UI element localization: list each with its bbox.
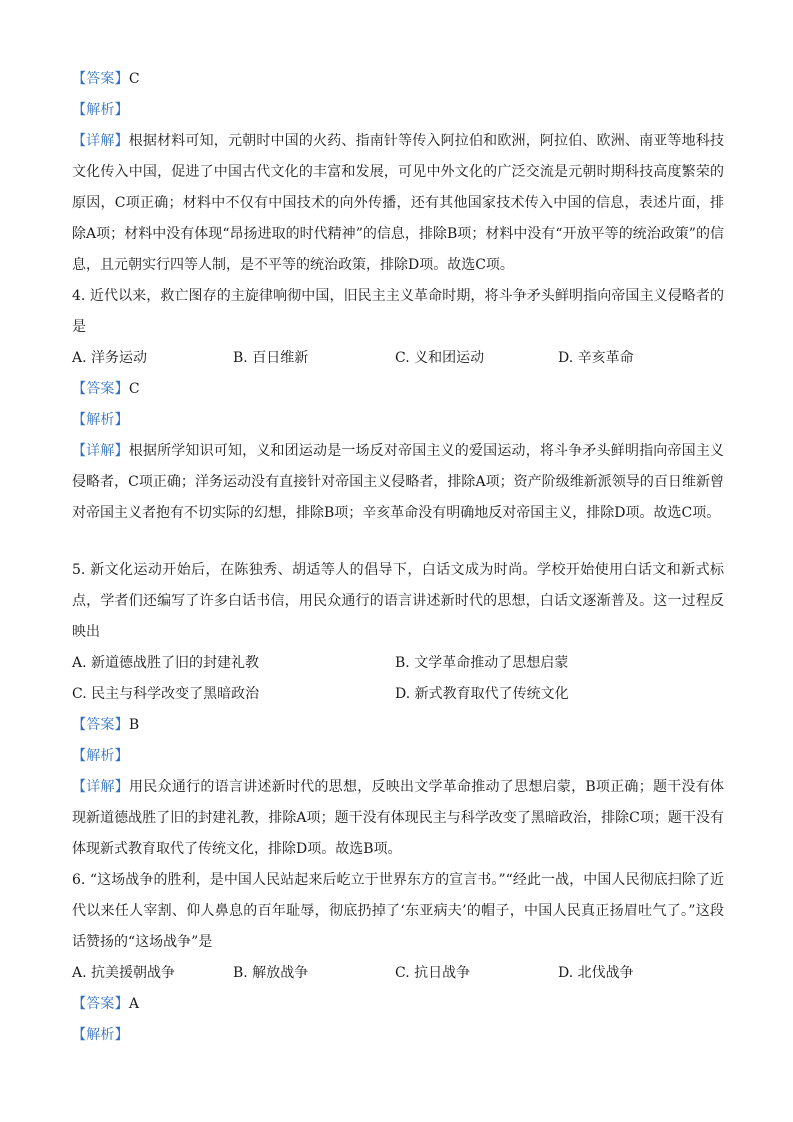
detail-label: 【详解】 xyxy=(72,133,129,149)
analysis-label: 【解析】 xyxy=(72,102,129,118)
answer-label: 【答案】 xyxy=(72,71,129,87)
document-page xyxy=(72,64,724,1051)
q5-option-b: B. 文学革命推动了思想启蒙 xyxy=(395,655,569,671)
q6-answer: A xyxy=(128,996,140,1012)
answer-label: 【答案】 xyxy=(72,381,129,397)
q5-option-d: D. 新式教育取代了传统文化 xyxy=(395,686,569,702)
q3-answer: C xyxy=(128,71,140,87)
q3-analysis-line xyxy=(72,95,724,126)
q4-option-a: A. 洋务运动 xyxy=(72,350,148,366)
q6-stem: 6. “这场战争的胜利，是中国人民站起来后屹立于世界东方的宣言书。”“经此一战，中国人民彻底扫除了近代以来任人宰割、仰人鼻息的百年耻辱，彻底扔掉了‘东亚病夫’的帽子，中国人民真正扬眉吐气了。”这段话赞扬的“这场战争”是 xyxy=(72,872,724,950)
q4-option-d: D. 辛亥革命 xyxy=(558,350,634,366)
q4-stem: 4. 近代以来，救亡图存的主旋律响彻中国，旧民主主义革命时期，将斗争矛头鲜明指向帝国主义侵略者的是 xyxy=(72,288,724,335)
answer-label: 【答案】 xyxy=(72,996,129,1012)
q5-answer-line xyxy=(72,710,724,741)
q6-option-c: C. 抗日战争 xyxy=(395,965,471,981)
analysis-label: 【解析】 xyxy=(72,1027,129,1043)
q6-option-b: B. 解放战争 xyxy=(233,965,309,981)
detail-label: 【详解】 xyxy=(72,443,129,459)
q5-option-c: C. 民主与科学改变了黑暗政治 xyxy=(72,686,260,702)
q4-option-c: C. 义和团运动 xyxy=(395,350,485,366)
q4-answer-line xyxy=(72,374,724,405)
q5-detail xyxy=(72,772,724,865)
q4-detail xyxy=(72,436,724,529)
q3-answer-line xyxy=(72,64,724,95)
q4-answer: C xyxy=(128,381,140,397)
q3-detail-text: 根据材料可知，元朝时中国的火药、指南针等传入阿拉伯和欧洲，阿拉伯、欧洲、南亚等地科技文化传入中国，促进了中国古代文化的丰富和发展，可见中外文化的广泛交流是元朝时期科技高度繁荣的原因，C项正确；材料中不仅有中国技术的向外传播，还有其他国家技术传入中国的信息，表述片面，排除A项；材料中没有体现“昂扬进取的时代精神”的信息，排除B项；材料中没有“开放平等的统治政策”的信息，且元朝实行四等人制，是不平等的统治政策，排除D项。故选C项。 xyxy=(72,133,725,273)
q4-detail-text: 根据所学知识可知，义和团运动是一场反对帝国主义的爱国运动，将斗争矛头鲜明指向帝国主义侵略者，C项正确；洋务运动没有直接针对帝国主义侵略者，排除A项；资产阶级维新派领导的百日维新曾对帝国主义者抱有不切实际的幻想，排除B项；辛亥革命没有明确地反对帝国主义，排除D项。故选C项。 xyxy=(72,443,725,521)
q3-detail xyxy=(72,126,724,281)
q5-analysis-line xyxy=(72,741,724,772)
q5-stem: 5. 新文化运动开始后，在陈独秀、胡适等人的倡导下，白话文成为时尚。学校开始使用白话文和新式标点，学者们还编写了许多白话书信，用民众通行的语言讲述新时代的思想，白话文逐渐普及。这一过程反映出 xyxy=(72,562,724,640)
q4-options xyxy=(72,343,724,374)
spacer xyxy=(72,529,724,555)
q6-options xyxy=(72,958,724,989)
q6-option-a: A. 抗美援朝战争 xyxy=(72,965,176,981)
q4-option-b: B. 百日维新 xyxy=(233,350,309,366)
q5-options-row-2 xyxy=(72,679,724,710)
q6-answer-line xyxy=(72,989,724,1020)
q5-options-row-1 xyxy=(72,648,724,679)
q5-option-a: A. 新道德战胜了旧的封建礼教 xyxy=(72,655,260,671)
q6-analysis-line xyxy=(72,1020,724,1051)
detail-label: 【详解】 xyxy=(72,779,130,795)
q5-detail-text: 用民众通行的语言讲述新时代的思想，反映出文学革命推动了思想启蒙，B项正确；题干没有体现新道德战胜了旧的封建礼教，排除A项；题干没有体现民主与科学改变了黑暗政治，排除C项；题干没有体现新式教育取代了传统文化，排除D项。故选B项。 xyxy=(72,779,724,857)
answer-label: 【答案】 xyxy=(72,717,129,733)
q5-answer: B xyxy=(128,717,140,733)
analysis-label: 【解析】 xyxy=(72,748,129,764)
q4-analysis-line xyxy=(72,405,724,436)
q6-option-d: D. 北伐战争 xyxy=(558,965,634,981)
analysis-label: 【解析】 xyxy=(72,412,129,428)
